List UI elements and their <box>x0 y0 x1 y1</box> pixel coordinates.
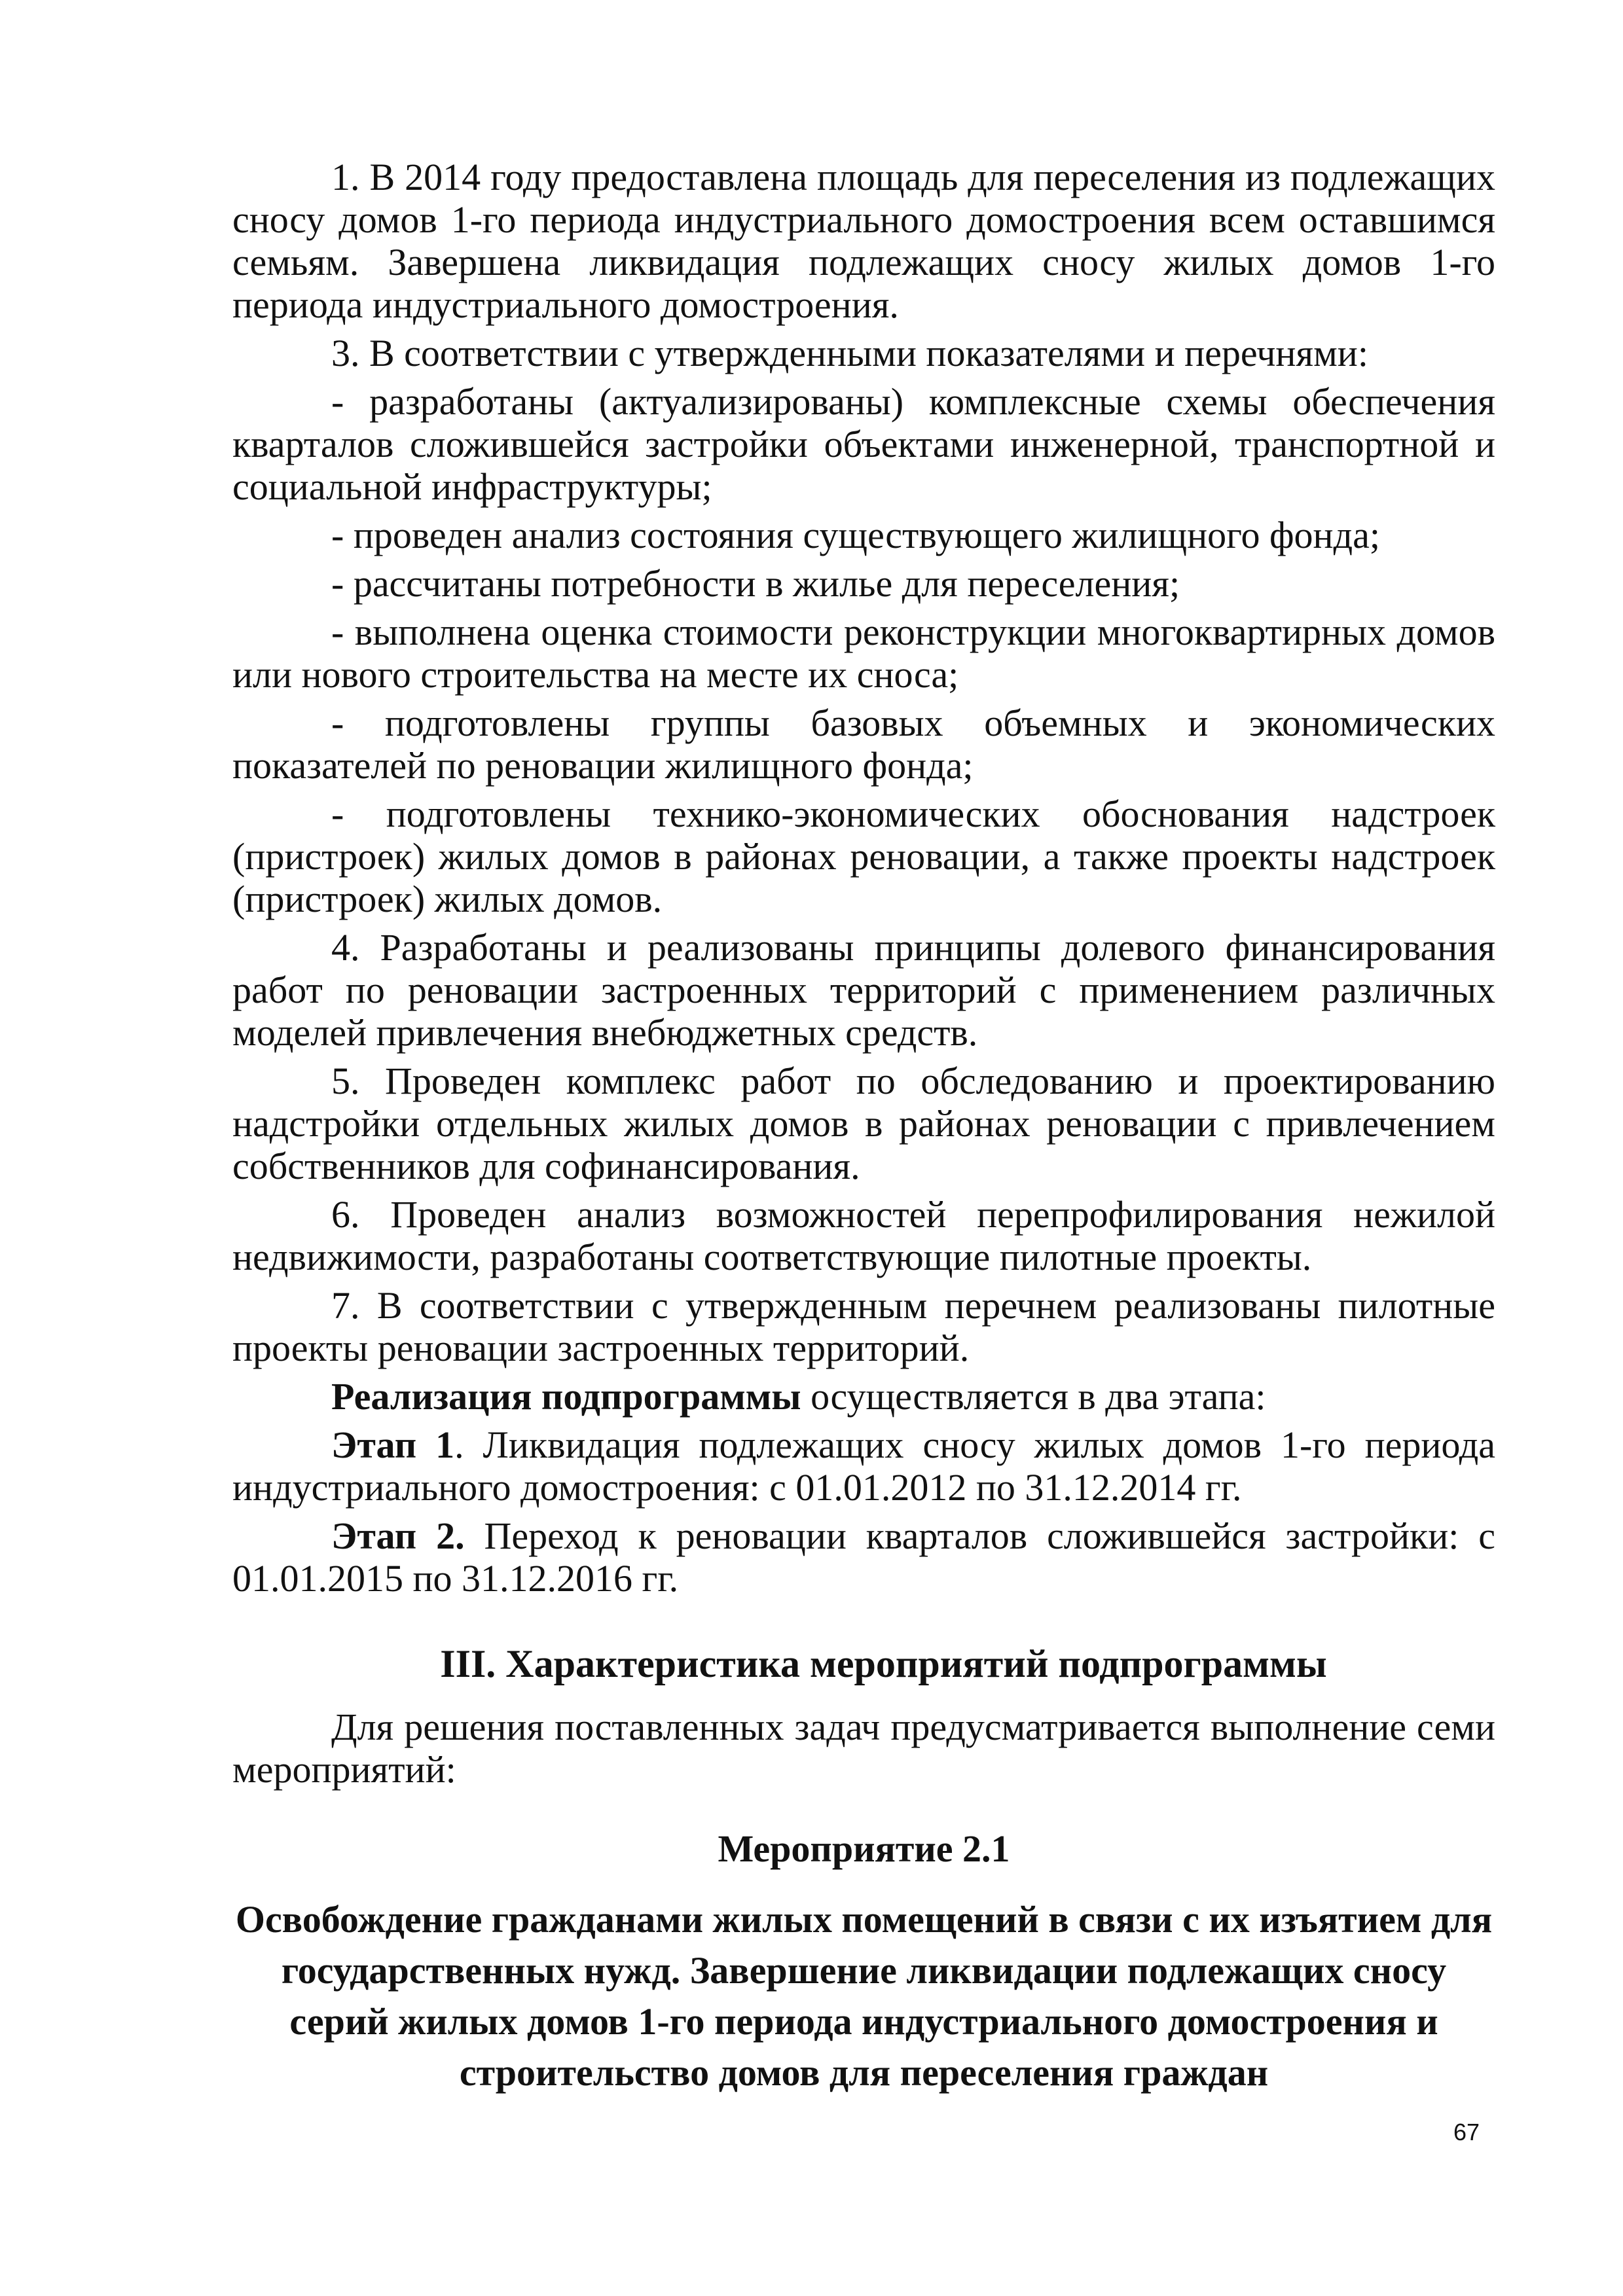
list-item-analysis: - проведен анализ состояния существующего жилищного фонда; <box>331 514 1380 556</box>
implementation-paragraph <box>232 1375 1495 1418</box>
stage-2-text: Переход к реновации кварталов сложившейся застройки: с 01.01.2015 по 31.12.2016 гг. <box>232 1515 1495 1600</box>
list-item-feasibility: - подготовлены технико-экономических обоснования надстроек (пристроек) жилых домов в районах реновации, а также проекты надстроек (пристроек) жилых домов. <box>232 793 1495 920</box>
paragraph-item-3: 3. В соответствии с утвержденными показателями и перечнями: <box>331 332 1368 374</box>
stage-2-label: Этап 2. <box>331 1515 465 1557</box>
event-heading: Мероприятие 2.1 <box>718 1827 1010 1870</box>
stage-2-paragraph <box>232 1515 1495 1600</box>
implementation-text: осуществляется в два этапа: <box>801 1375 1266 1418</box>
paragraph-item-7: 7. В соответствии с утвержденным перечнем реализованы пилотные проекты реновации застроенных территорий. <box>232 1284 1495 1369</box>
list-item-needs: - рассчитаны потребности в жилье для переселения; <box>331 562 1180 605</box>
section-heading: III. Характеристика мероприятий подпрограммы <box>440 1642 1327 1685</box>
paragraph-item-4: 4. Разработаны и реализованы принципы долевого финансирования работ по реновации застроенных территорий с применением различных моделей привлечения внебюджетных средств. <box>232 926 1495 1054</box>
stage-1-text: . Ликвидация подлежащих сносу жилых домов 1-го периода индустриального домостроения: с 01.01.2012 по 31.12.2014 гг. <box>232 1424 1495 1509</box>
event-title: Освобождение гражданами жилых помещений в связи с их изъятием для государственных нужд. Завершение ликвидации подлежащих сносу серий жилых домов 1-го периода индустриального домостроения и строительство домов для переселения граждан <box>235 1898 1493 2094</box>
paragraph-item-6: 6. Проведен анализ возможностей перепрофилирования нежилой недвижимости, разработаны соответствующие пилотные проекты. <box>232 1193 1495 1278</box>
stage-1-paragraph <box>232 1424 1495 1509</box>
paragraph-item-1: 1. В 2014 году предоставлена площадь для переселения из подлежащих сносу домов 1-го периода индустриального домостроения всем оставшимся семьям. Завершена ликвидация подлежащих сносу жилых домов 1-го периода индустриального домостроения. <box>232 156 1495 326</box>
section-intro: Для решения поставленных задач предусматривается выполнение семи мероприятий: <box>232 1706 1495 1791</box>
list-item-cost: - выполнена оценка стоимости реконструкции многоквартирных домов или нового строительства на месте их сноса; <box>232 611 1495 696</box>
list-item-indicators: - подготовлены группы базовых объемных и экономических показателей по реновации жилищного фонда; <box>232 702 1495 787</box>
page-number: 67 <box>1453 2119 1480 2145</box>
stage-1-label: Этап 1 <box>331 1424 455 1466</box>
list-item-schemes: - разработаны (актуализированы) комплексные схемы обеспечения кварталов сложившейся застройки объектами инженерной, транспортной и социальной инфраструктуры; <box>232 380 1495 508</box>
implementation-label: Реализация подпрограммы <box>331 1375 801 1418</box>
document-page <box>232 156 1495 2098</box>
paragraph-item-5: 5. Проведен комплекс работ по обследованию и проектированию надстройки отдельных жилых домов в районах реновации с привлечением собственников для софинансирования. <box>232 1060 1495 1187</box>
